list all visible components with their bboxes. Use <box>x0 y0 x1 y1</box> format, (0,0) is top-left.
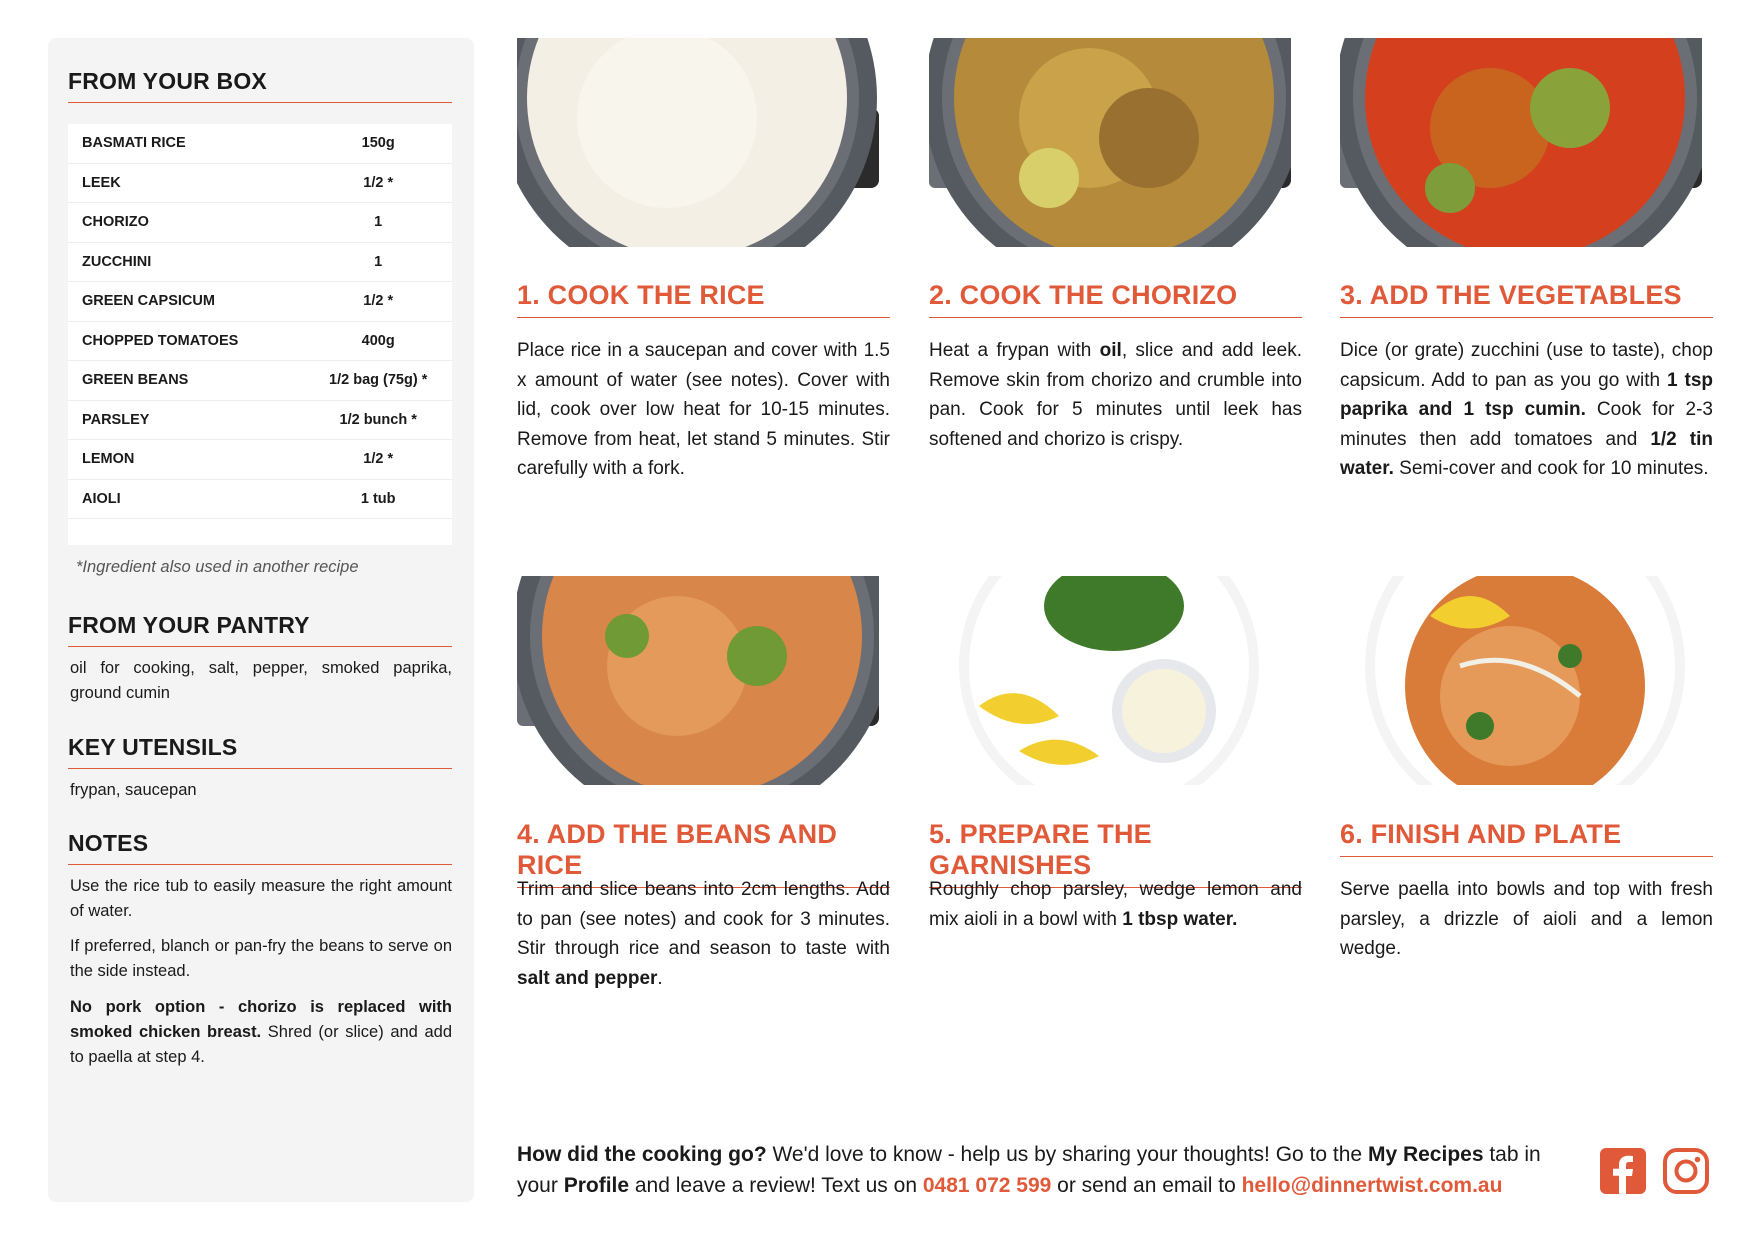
step-4-photo <box>517 576 879 785</box>
footnote: *Ingredient also used in another recipe <box>76 558 359 576</box>
ingredient-name: GREEN BEANS <box>82 372 189 389</box>
ingredient-qty: 1/2 * <box>363 293 394 310</box>
facebook-icon[interactable] <box>1600 1148 1646 1194</box>
beans-rice-pan-image <box>517 576 879 785</box>
step-3-photo <box>1340 38 1702 247</box>
footer-text: and leave a review! Text us on <box>629 1174 923 1197</box>
footer-text: tab in your <box>517 1143 1541 1197</box>
table-row <box>68 440 452 480</box>
notes-p3-bold: No pork option - chorizo is replaced with smoked chicken breast. <box>70 998 452 1041</box>
profile-label: Profile <box>563 1174 630 1197</box>
step-text-bold: oil <box>1099 340 1122 361</box>
step-2-title: 2. COOK THE CHORIZO <box>929 280 1302 318</box>
pantry-text: oil for cooking, salt, pepper, smoked paprika, ground cumin <box>70 659 452 702</box>
footer-text: We'd love to know - help us by sharing your thoughts! Go to the <box>766 1143 1368 1166</box>
step-text-bold: 1/2 tin water. <box>1340 428 1713 479</box>
step-text-bold: 1 tsp paprika and 1 tsp cumin. <box>1340 369 1713 420</box>
table-row <box>68 124 452 164</box>
ingredient-name: CHORIZO <box>82 214 149 231</box>
step-text-part: Dice (or grate) zucchini (use to taste), chop capsicum. Add to pan as you go with <box>1340 340 1713 391</box>
step-text-part: Serve paella into bowls and top with fresh parsley, a drizzle of aioli and a lemon wedge. <box>1340 879 1713 959</box>
step-5-title: 5. PREPARE THE GARNISHES <box>929 819 1302 888</box>
ingredient-name: BASMATI RICE <box>82 135 186 152</box>
notes-p3 <box>70 995 452 1070</box>
ingredient-name: CHOPPED TOMATOES <box>82 332 239 349</box>
step-text-part: . <box>657 967 663 989</box>
table-row <box>68 322 452 362</box>
ingredient-name: PARSLEY <box>82 411 150 428</box>
step-text-bold: 1 tbsp water. <box>1122 908 1238 930</box>
ingredient-name: ZUCCHINI <box>82 253 152 270</box>
table-row <box>68 164 452 204</box>
step-6-photo <box>1340 576 1702 785</box>
step-text-part: Trim and slice beans into 2cm lengths. Add to pan (see notes) and cook for 3 minutes. Stir through rice and season to taste with <box>517 879 890 959</box>
footer-text: or send an email to <box>1051 1174 1242 1197</box>
ingredient-qty: 1 <box>374 253 383 270</box>
step-6-title: 6. FINISH AND PLATE <box>1340 819 1713 857</box>
step-5-text <box>929 875 1302 934</box>
table-row <box>68 361 452 401</box>
ingredient-qty: 1 tub <box>360 490 396 507</box>
step-text-part: Place rice in a saucepan and cover with 1.5 x amount of water (see notes). Cover with lid, cook over low heat for 10-15 minutes. Remove from heat, let stand 5 minutes. Stir carefully with a fork. <box>517 340 890 479</box>
ingredients-panel <box>48 38 474 1202</box>
table-row <box>68 401 452 441</box>
step-4-title: 4. ADD THE BEANS AND RICE <box>517 819 890 888</box>
rice-pan-image <box>517 38 879 247</box>
ingredient-qty: 1/2 bunch * <box>339 411 417 428</box>
step-6-text <box>1340 875 1713 964</box>
step-text-part: Cook for 2-3 minutes then add tomatoes and <box>1340 399 1713 450</box>
ingredient-qty: 1/2 * <box>363 174 394 191</box>
step-text-part: Roughly chop parsley, wedge lemon and mix aioli in a bowl with <box>929 879 1302 930</box>
step-text-bold: salt and pepper <box>517 967 658 989</box>
finished-plate-image <box>1340 576 1702 785</box>
step-1-title: 1. COOK THE RICE <box>517 280 890 318</box>
ingredient-table <box>68 124 452 545</box>
instagram-icon[interactable] <box>1663 1148 1709 1194</box>
ingredient-qty: 1 <box>374 214 383 231</box>
table-row <box>68 203 452 243</box>
footer-question: How did the cooking go? <box>517 1143 767 1166</box>
my-recipes-label: My Recipes <box>1367 1143 1484 1166</box>
step-1-text <box>517 336 890 484</box>
email-link[interactable]: hello@dinnertwist.com.au <box>1241 1174 1503 1197</box>
step-1-photo <box>517 38 879 247</box>
from-box-heading: FROM YOUR BOX <box>68 68 452 103</box>
ingredient-name: LEMON <box>82 451 135 468</box>
pantry-heading: FROM YOUR PANTRY <box>68 612 452 647</box>
ingredient-qty: 150g <box>361 135 395 152</box>
table-row <box>68 480 452 520</box>
notes-p1: Use the rice tub to easily measure the right amount of water. <box>70 877 452 920</box>
table-row <box>68 282 452 322</box>
step-3-text <box>1340 336 1713 484</box>
step-4-text <box>517 875 890 993</box>
utensils-heading: KEY UTENSILS <box>68 734 452 769</box>
step-2-photo <box>929 38 1291 247</box>
ingredient-name: AIOLI <box>82 490 121 507</box>
ingredient-name: GREEN CAPSICUM <box>82 293 215 310</box>
chorizo-pan-image <box>929 38 1291 247</box>
ingredient-name: LEEK <box>82 174 121 191</box>
step-text-part: Heat a frypan with <box>929 340 1100 361</box>
step-3-title: 3. ADD THE VEGETABLES <box>1340 280 1713 318</box>
utensils-text: frypan, saucepan <box>70 781 197 799</box>
review-callout <box>517 1139 1567 1201</box>
notes-heading: NOTES <box>68 830 452 865</box>
step-2-text <box>929 336 1302 454</box>
notes-p3-rest: Shred (or slice) and add to paella at step 4. <box>70 1023 452 1066</box>
phone-link[interactable]: 0481 072 599 <box>922 1174 1052 1197</box>
ingredient-qty: 400g <box>361 332 395 349</box>
step-text-part: , slice and add leek. Remove skin from chorizo and crumble into pan. Cook for 5 minutes until leek has softened and chorizo is crispy. <box>929 340 1302 450</box>
notes-p2: If preferred, blanch or pan-fry the beans to serve on the side instead. <box>70 937 452 980</box>
table-row <box>68 243 452 283</box>
ingredient-qty: 1/2 * <box>363 451 394 468</box>
vegetables-pan-image <box>1340 38 1702 247</box>
ingredient-qty: 1/2 bag (75g) * <box>329 372 428 389</box>
step-5-photo <box>929 576 1291 785</box>
step-text-part: Semi-cover and cook for 10 minutes. <box>1393 458 1709 479</box>
garnishes-plate-image <box>929 576 1291 785</box>
